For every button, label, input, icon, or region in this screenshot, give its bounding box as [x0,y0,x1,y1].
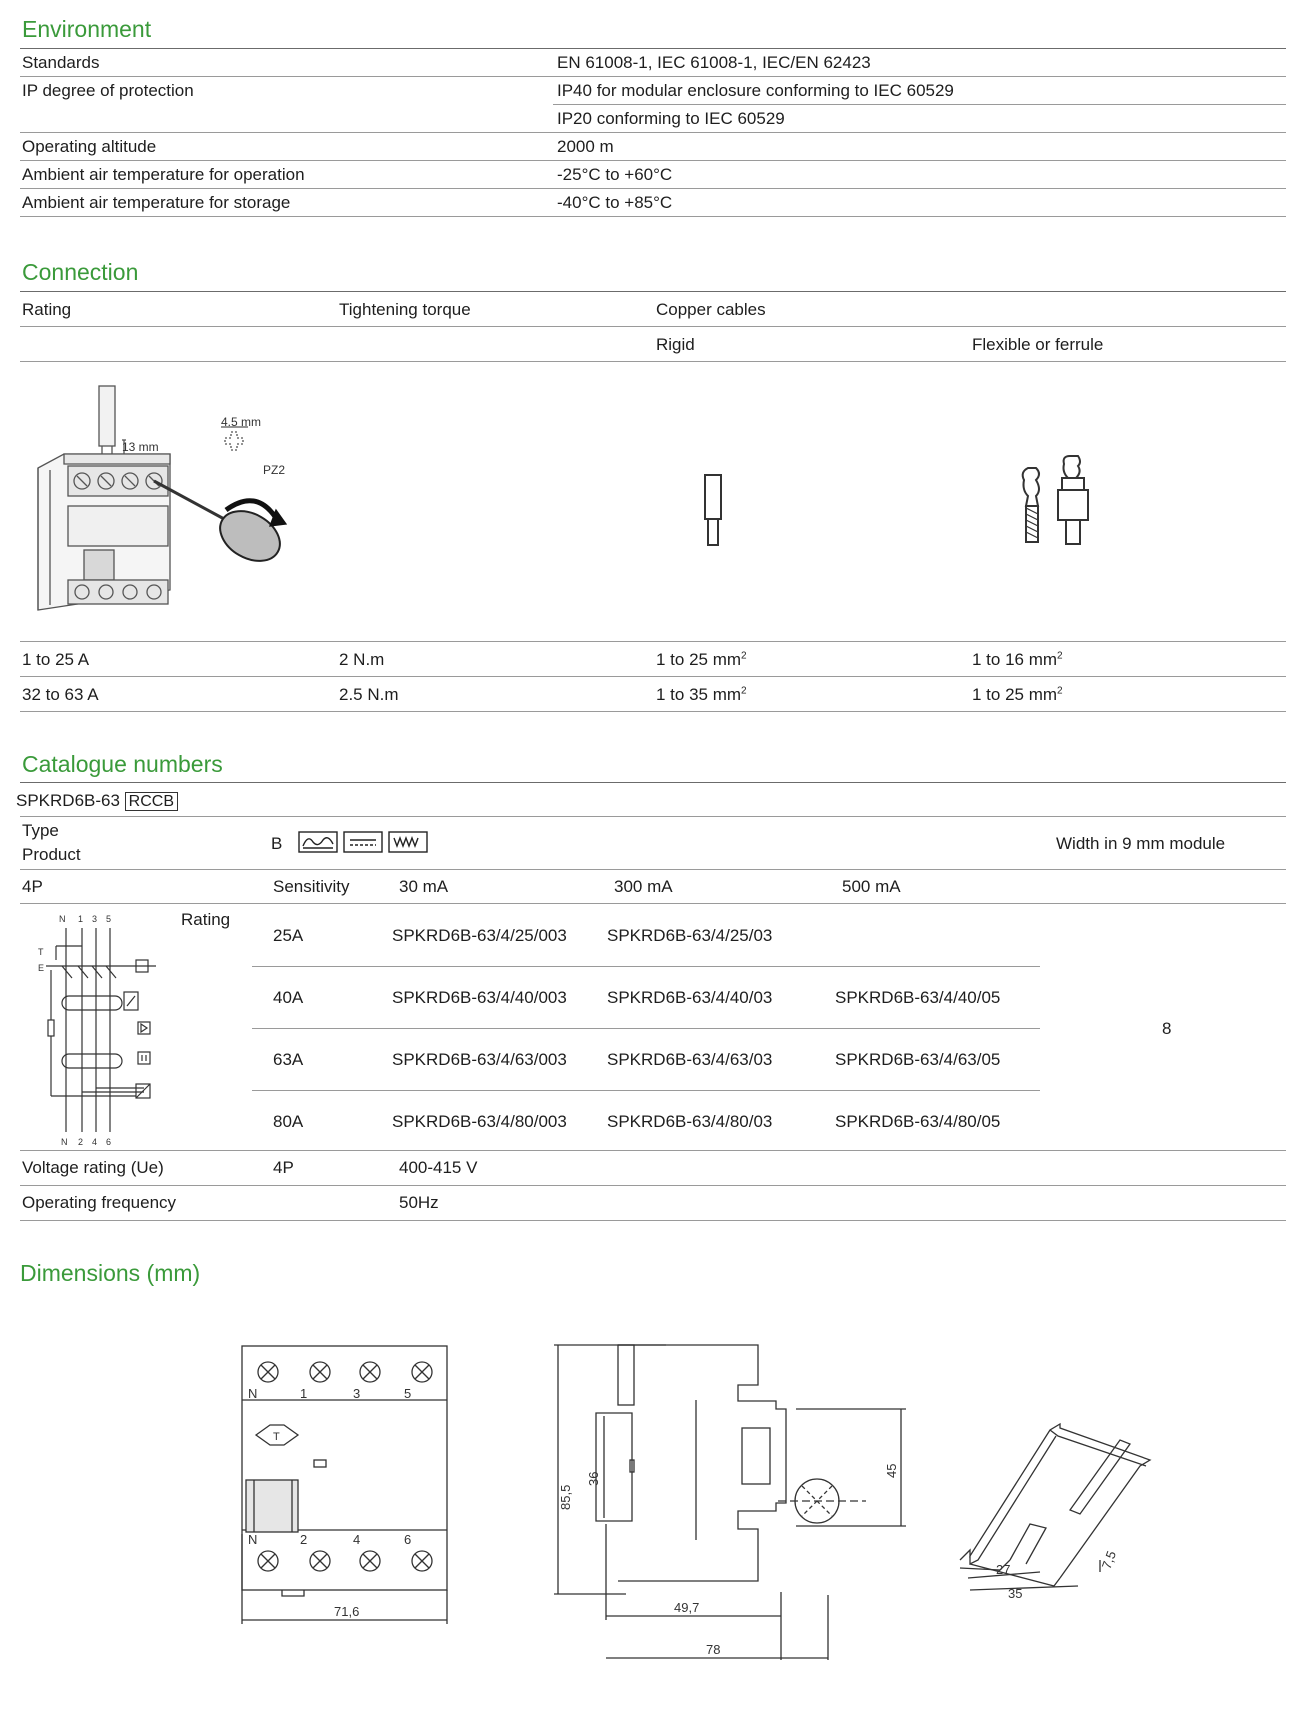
side-depth-a-label: 49,7 [674,1600,700,1615]
screw-width-label: 4.5 mm [221,415,262,429]
rigid-cable-icon [698,470,728,550]
conn-header-flexible: Flexible or ferrule [972,335,1104,354]
conn-row2-rigid: 1 to 35 $mm^2$ [656,685,747,704]
rail-inner-label: 27 [996,1562,1011,1577]
diagram-side-e: E [38,963,45,973]
frequency-value: 50Hz [399,1193,439,1212]
rail-height-label: 7,5 [1098,1548,1120,1572]
poles-label: 4P [22,877,43,896]
strip-length-label: 13 mm [122,440,159,454]
side-height-label: 85,5 [558,1484,573,1510]
front-bottom-6: 6 [404,1532,412,1547]
cat-row-30ma: SPKRD6B-63/4/63/003 [392,1050,567,1069]
front-top-n: N [248,1386,258,1401]
env-label-altitude: Operating altitude [22,137,157,156]
cat-row-500ma: SPKRD6B-63/4/80/05 [835,1112,1001,1131]
cat-row-500ma: SPKRD6B-63/4/63/05 [835,1050,1001,1069]
width-label: Width in 9 mm module [1056,834,1226,853]
conn-header-torque: Tightening torque [339,300,471,319]
conn-row1-flexible: 1 to 16 $mm^2$ [972,650,1063,669]
conn-row2-rating: 32 to 63 A [22,685,99,704]
connection-heading: Connection [22,259,139,285]
diagram-top-3: 3 [92,914,98,924]
voltage-value: 400-415 V [399,1158,478,1177]
conn-row2-torque: 2.5 N.m [339,685,399,704]
conn-header-copper: Copper cables [656,300,766,319]
rail-outer-label: 35 [1008,1586,1023,1600]
type-value: B [271,834,283,853]
sensitivity-300ma: 300 mA [614,877,673,896]
front-test-label: T [273,1431,280,1443]
diagram-bottom-2: 2 [78,1137,84,1146]
env-value-temp-storage: -40°C to +85°C [557,193,673,212]
rating-label: Rating [181,910,231,929]
frequency-label: Operating frequency [22,1193,177,1212]
cat-row-rating: 40A [273,988,304,1007]
conn-row1-torque: 2 N.m [339,650,385,669]
environment-heading: Environment [22,16,152,42]
sensitivity-label: Sensitivity [273,877,350,896]
env-label-temp-storage: Ambient air temperature for storage [22,193,291,212]
sensitivity-30ma: 30 mA [399,877,449,896]
env-label-temp-operation: Ambient air temperature for operation [22,165,305,184]
flexible-cable-icon [1016,450,1096,560]
rccb-circuit-diagram [32,910,172,1146]
env-value-ip20: IP20 conforming to IEC 60529 [557,109,785,128]
product-badge: RCCB [125,792,178,811]
cat-row-rating: 25A [273,926,304,945]
cat-row-300ma: SPKRD6B-63/4/80/03 [607,1112,773,1131]
cat-row-30ma: SPKRD6B-63/4/80/003 [392,1112,567,1131]
cat-row-300ma: SPKRD6B-63/4/40/03 [607,988,773,1007]
cat-row-rating: 80A [273,1112,304,1131]
diagram-side-t: T [38,947,44,957]
cat-row-rating: 63A [273,1050,304,1069]
env-label-ip: IP degree of protection [22,81,194,100]
conn-header-rating: Rating [22,300,72,319]
screw-type-label: PZ2 [263,463,286,477]
side-depth-b-label: 78 [706,1642,721,1657]
connection-device-illustration [30,380,320,620]
diagram-top-5: 5 [106,914,112,924]
env-value-ip40: IP40 for modular enclosure conforming to IEC 60529 [557,81,954,100]
front-bottom-4: 4 [353,1532,361,1547]
type-b-waveform-icons [298,830,428,854]
env-value-temp-operation: -25°C to +60°C [557,165,673,184]
diagram-top-1: 1 [78,914,84,924]
width-value: 8 [1162,1019,1172,1038]
side-right-label: 45 [884,1463,899,1478]
cat-row-300ma: SPKRD6B-63/4/25/03 [607,926,773,945]
product-label: Product [22,845,81,864]
voltage-poles: 4P [273,1158,294,1177]
side-inner-label: 36 [586,1471,601,1486]
product-code: SPKRD6B-63 RCCB [16,791,178,811]
cat-row-30ma: SPKRD6B-63/4/25/003 [392,926,567,945]
dimensions-heading: Dimensions (mm) [20,1260,201,1286]
cat-row-30ma: SPKRD6B-63/4/40/003 [392,988,567,1007]
conn-header-rigid: Rigid [656,335,695,354]
cat-row-500ma: SPKRD6B-63/4/40/05 [835,988,1001,1007]
front-view-drawing [236,1340,456,1650]
front-top-1: 1 [300,1386,308,1401]
cat-row-300ma: SPKRD6B-63/4/63/03 [607,1050,773,1069]
env-label-standards: Standards [22,53,100,72]
conn-row1-rigid: 1 to 25 $mm^2$ [656,650,747,669]
catalogue-heading: Catalogue numbers [22,751,223,777]
diagram-bottom-6: 6 [106,1137,112,1146]
diagram-bottom-n: N [61,1137,68,1146]
side-view-drawing [546,1340,916,1660]
front-top-3: 3 [353,1386,361,1401]
env-value-altitude: 2000 m [557,137,614,156]
type-label: Type [22,821,59,840]
front-top-5: 5 [404,1386,412,1401]
front-width-label: 71,6 [334,1604,360,1619]
front-bottom-2: 2 [300,1532,308,1547]
sensitivity-500ma: 500 mA [842,877,901,896]
env-value-standards: EN 61008-1, IEC 61008-1, IEC/EN 62423 [557,53,871,72]
voltage-label: Voltage rating (Ue) [22,1158,164,1177]
front-bottom-n: N [248,1532,258,1547]
conn-row2-flexible: 1 to 25 $mm^2$ [972,685,1063,704]
diagram-bottom-4: 4 [92,1137,98,1146]
conn-row1-rating: 1 to 25 A [22,650,90,669]
din-rail-drawing [950,1400,1170,1600]
diagram-top-n: N [59,914,66,924]
